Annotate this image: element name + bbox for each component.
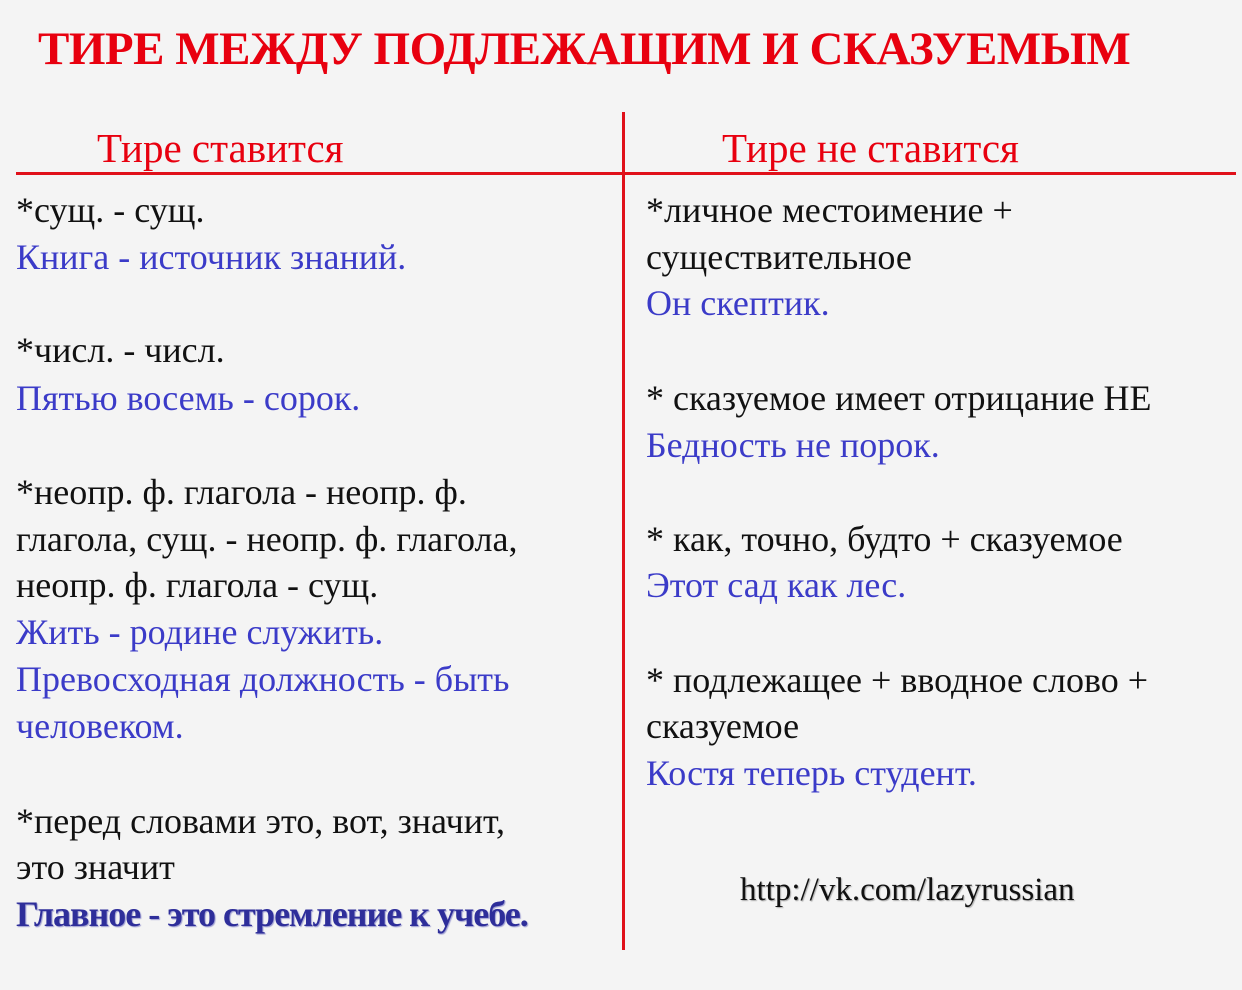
column-header-dash-not-used: Тире не ставится [722, 125, 1019, 171]
column-header-dash-used: Тире ставится [97, 125, 344, 171]
example-text: человеком. [16, 706, 184, 746]
example-text: Он скептик. [646, 283, 830, 323]
rule-text: это значит [16, 847, 175, 887]
rule-text: * сказуемое имеет отрицание НЕ [646, 378, 1152, 418]
rule-text: *личное местоимение + [646, 190, 1013, 230]
rule-text: *неопр. ф. глагола - неопр. ф. [16, 472, 467, 512]
rule-text: глагола, сущ. - неопр. ф. глагола, [16, 519, 518, 559]
rule-text: *перед словами это, вот, значит, [16, 801, 505, 841]
example-text: Бедность не порок. [646, 425, 940, 465]
example-text: Главное - это стремление к учебе. [16, 894, 528, 934]
rule-text: неопр. ф. глагола - сущ. [16, 565, 379, 605]
rule-text: * как, точно, будто + сказуемое [646, 519, 1123, 559]
example-text: Костя теперь студент. [646, 753, 977, 793]
example-text: Книга - источник знаний. [16, 237, 407, 277]
example-text: Жить - родине служить. [16, 612, 384, 652]
rule-text: *числ. - числ. [16, 330, 225, 370]
rule-text: существительное [646, 237, 912, 277]
example-text: Превосходная должность - быть [16, 659, 510, 699]
header-divider [16, 172, 1236, 175]
rule-text: *сущ. - сущ. [16, 190, 205, 230]
column-divider [622, 112, 625, 950]
rule-text: * подлежащее + вводное слово + [646, 660, 1149, 700]
source-url: http://vk.com/lazyrussian [740, 872, 1075, 908]
page-title: ТИРЕ МЕЖДУ ПОДЛЕЖАЩИМ И СКАЗУЕМЫМ [38, 23, 1131, 75]
rule-text: сказуемое [646, 706, 800, 746]
example-text: Пятью восемь - сорок. [16, 378, 361, 418]
example-text: Этот сад как лес. [646, 565, 907, 605]
